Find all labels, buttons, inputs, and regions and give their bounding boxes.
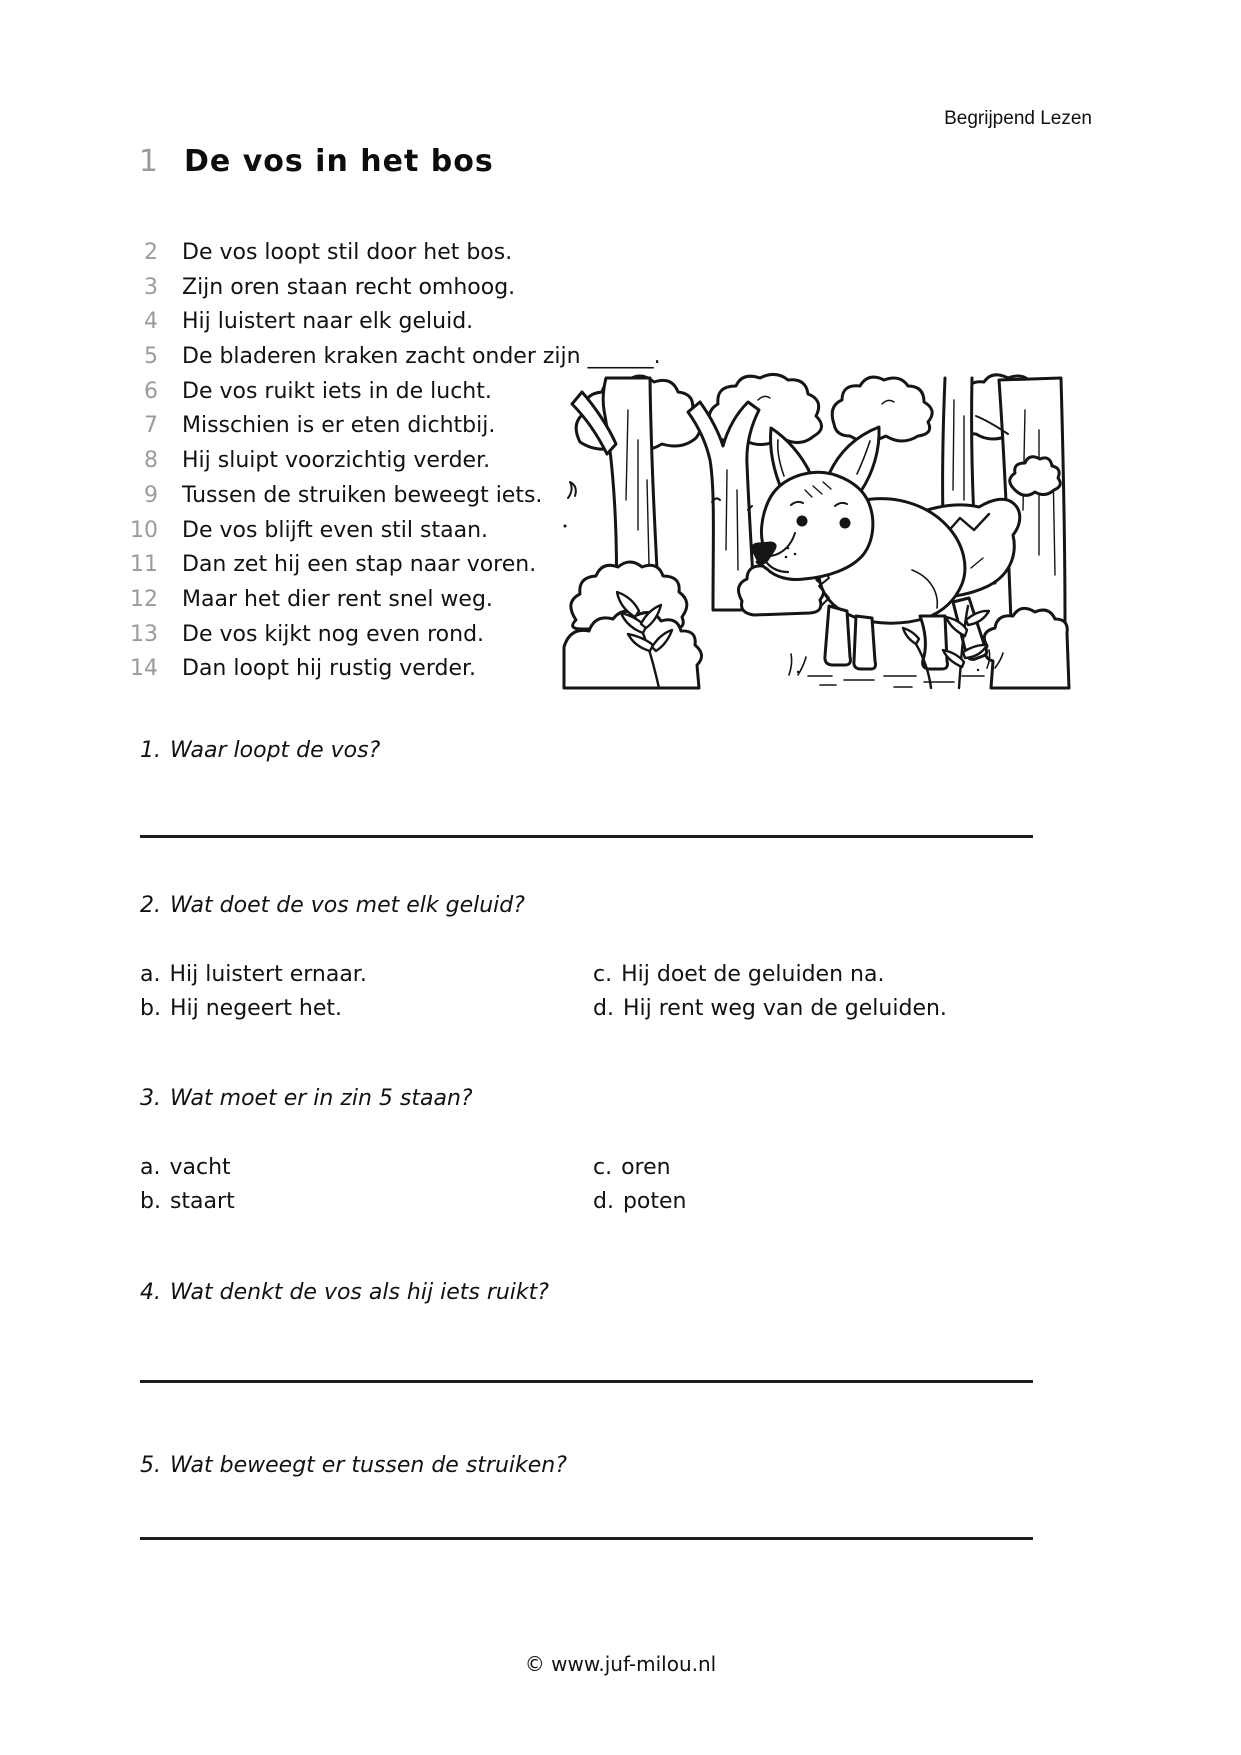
- story-line-number: 3: [144, 274, 158, 300]
- question-4: [140, 1280, 549, 1305]
- story-line-number: 13: [130, 621, 158, 647]
- option-label: a.: [140, 1155, 161, 1180]
- option-text: vacht: [169, 1155, 231, 1180]
- story-line-text: Dan zet hij een stap naar voren.: [182, 552, 537, 578]
- option-text: staart: [169, 1189, 235, 1214]
- question-number: 4.: [140, 1280, 161, 1305]
- question-5: [140, 1453, 567, 1478]
- story-line-text: Misschien is er eten dichtbij.: [182, 413, 496, 439]
- story-line-number: 9: [144, 482, 158, 508]
- question-text: Wat moet er in zin 5 staan?: [170, 1086, 473, 1111]
- question-3: [140, 1086, 473, 1111]
- answer-line-3: [140, 1537, 1033, 1540]
- option-label: d.: [593, 1189, 614, 1214]
- title-line-number: 1: [138, 144, 158, 179]
- question-text: Waar loopt de vos?: [170, 738, 381, 763]
- question-2: [140, 893, 525, 918]
- option-text: Hij negeert het.: [169, 996, 343, 1021]
- story-line-number: 11: [130, 552, 158, 578]
- option-label: c.: [593, 962, 613, 987]
- story-line-text: De vos kijkt nog even rond.: [182, 621, 485, 647]
- option-3c: [593, 1155, 671, 1180]
- story-line: [114, 236, 661, 271]
- story-line-number: 7: [144, 413, 158, 439]
- story-line-text: De bladeren kraken zacht onder zijn ______.: [182, 344, 661, 370]
- option-2d: [593, 996, 947, 1021]
- story-title: De vos in het bos: [184, 144, 494, 179]
- story-line-number: 5: [144, 344, 158, 370]
- option-label: b.: [140, 1189, 161, 1214]
- option-2c: [593, 962, 884, 987]
- footer-credit: © www.juf-milou.nl: [524, 1652, 717, 1676]
- question-1: [140, 738, 380, 763]
- question-number: 1.: [140, 738, 161, 763]
- answer-line-2: [140, 1380, 1033, 1383]
- story-line-text: Tussen de struiken beweegt iets.: [182, 482, 543, 508]
- option-text: Hij luistert ernaar.: [169, 962, 367, 987]
- story-line-number: 8: [144, 448, 158, 474]
- option-text: poten: [622, 1189, 687, 1214]
- story-line: [114, 271, 661, 306]
- option-2a: [140, 962, 367, 987]
- story-line-number: 14: [130, 656, 158, 682]
- story-line: [114, 305, 661, 340]
- answer-line-1: [140, 835, 1033, 838]
- story-line-number: 4: [144, 309, 158, 335]
- story-line-text: De vos ruikt iets in de lucht.: [182, 378, 492, 404]
- option-3a: [140, 1155, 231, 1180]
- story-line-number: 12: [130, 586, 158, 612]
- fox-forest-illustration: [562, 370, 1072, 690]
- question-text: Wat beweegt er tussen de struiken?: [170, 1453, 567, 1478]
- option-label: c.: [593, 1155, 613, 1180]
- story-title-row: [114, 144, 494, 179]
- story-line-text: Hij sluipt voorzichtig verder.: [182, 448, 491, 474]
- fox: [753, 427, 1020, 669]
- story-line-number: 2: [144, 240, 158, 265]
- option-3d: [593, 1189, 687, 1214]
- question-number: 5.: [140, 1453, 161, 1478]
- story-line-number: 6: [144, 378, 158, 404]
- option-2b: [140, 996, 342, 1021]
- story-line-text: Maar het dier rent snel weg.: [182, 586, 493, 612]
- question-text: Wat denkt de vos als hij iets ruikt?: [170, 1280, 549, 1305]
- story-line-text: De vos loopt stil door het bos.: [182, 240, 513, 265]
- story-line-text: De vos blijft even stil staan.: [182, 517, 489, 543]
- question-text: Wat doet de vos met elk geluid?: [170, 893, 525, 918]
- option-text: Hij doet de geluiden na.: [621, 962, 885, 987]
- option-label: b.: [140, 996, 161, 1021]
- option-text: oren: [621, 1155, 671, 1180]
- option-label: a.: [140, 962, 161, 987]
- story-line-text: Zijn oren staan recht omhoog.: [182, 274, 516, 300]
- option-3b: [140, 1189, 235, 1214]
- story-line-text: Hij luistert naar elk geluid.: [182, 309, 474, 335]
- option-label: d.: [593, 996, 614, 1021]
- option-text: Hij rent weg van de geluiden.: [622, 996, 947, 1021]
- page-header-label: Begrijpend Lezen: [944, 108, 1092, 129]
- question-number: 3.: [140, 1086, 161, 1111]
- story-line-number: 10: [130, 517, 158, 543]
- story-line-text: Dan loopt hij rustig verder.: [182, 656, 477, 682]
- question-number: 2.: [140, 893, 161, 918]
